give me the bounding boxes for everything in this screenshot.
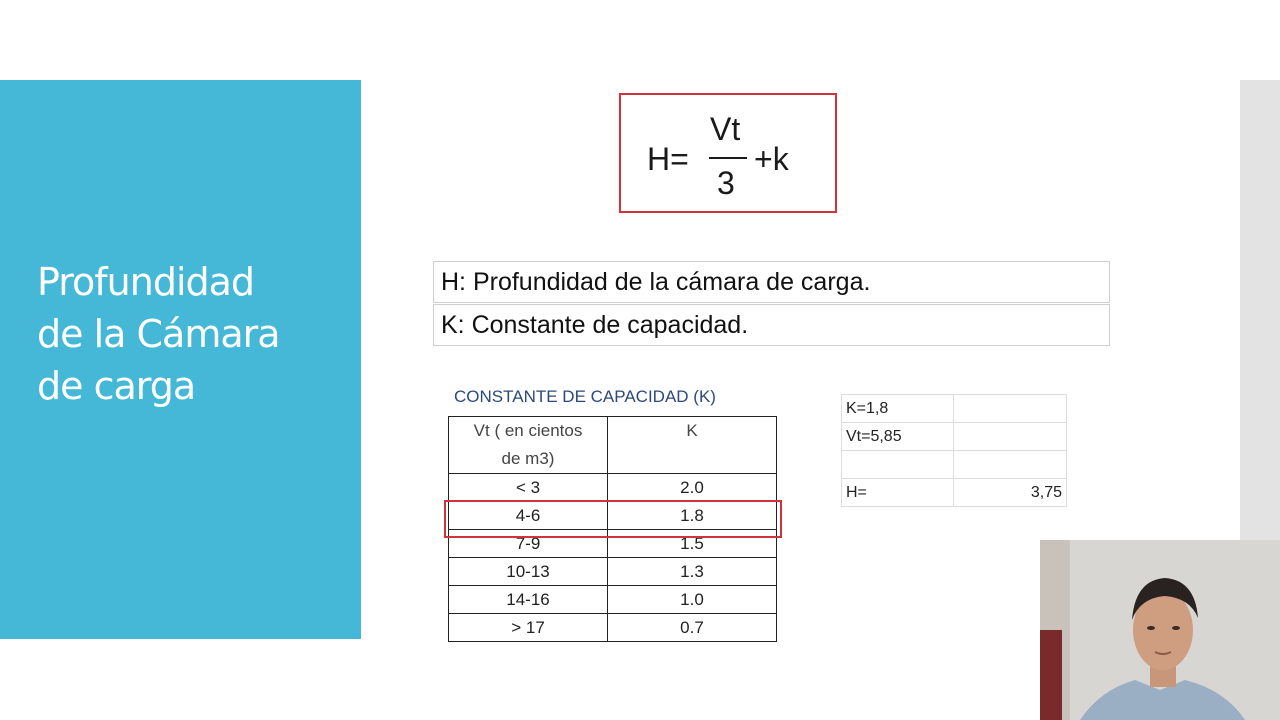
k-table-vt-cell: 14-16 [449,586,608,614]
k-table-header-vt-line-1: Vt ( en cientos [473,421,583,440]
k-table-header-k: K [608,417,777,474]
calc-row-h [842,479,1067,507]
table-row [449,474,777,502]
calc-h-value: 3,75 [954,479,1067,507]
slide-title-line-3: de carga [37,364,196,408]
k-table-vt-cell: 4-6 [449,502,608,530]
slide-title-line-2: de la Cámara [37,312,280,356]
k-table-vt-cell: > 17 [449,614,608,642]
table-row [449,614,777,642]
calc-row-empty [842,451,1067,479]
k-table-k-cell: 1.3 [608,558,777,586]
webcam-overlay [1040,540,1280,720]
table-row [449,558,777,586]
slide-title-line-1: Profundidad [37,260,255,304]
k-table-vt-cell: 10-13 [449,558,608,586]
table-row [449,586,777,614]
background-strip [1240,80,1280,540]
calc-empty-cell [954,451,1067,479]
calculation-table [841,394,1067,507]
k-table-k-cell: 1.8 [608,502,777,530]
calc-empty-cell [954,423,1067,451]
k-table-k-cell: 1.5 [608,530,777,558]
formula-denominator: 3 [717,165,735,201]
formula-plus-k: +k [754,141,789,177]
formula-numerator: Vt [710,111,741,147]
k-table-vt-cell: 7-9 [449,530,608,558]
k-table-k-cell: 1.0 [608,586,777,614]
k-table-title: CONSTANTE DE CAPACIDAD (K) [454,387,716,406]
calc-empty-cell [842,451,954,479]
calc-empty-cell [954,395,1067,423]
calc-row-vt [842,423,1067,451]
k-table-k-cell: 2.0 [608,474,777,502]
calc-k-label: K=1,8 [842,395,954,423]
k-table-vt-cell: < 3 [449,474,608,502]
k-table-header-vt-line-2: de m3) [501,449,555,468]
k-table-header-row [449,417,777,474]
definition-k-text: K: Constante de capacidad. [441,311,749,339]
formula-lhs: H= [647,141,689,177]
presenter-video-icon [1040,540,1280,720]
definition-h [433,261,1110,303]
fraction-bar [709,157,747,159]
slide-title [37,256,337,412]
k-table-k-cell: 0.7 [608,614,777,642]
selected-row-highlight [444,500,782,538]
calc-row-k [842,395,1067,423]
k-table-header-vt [449,417,608,474]
definition-h-text: H: Profundidad de la cámara de carga. [441,268,871,296]
calc-vt-label: Vt=5,85 [842,423,954,451]
calc-h-label: H= [842,479,954,507]
definition-k [433,304,1110,346]
